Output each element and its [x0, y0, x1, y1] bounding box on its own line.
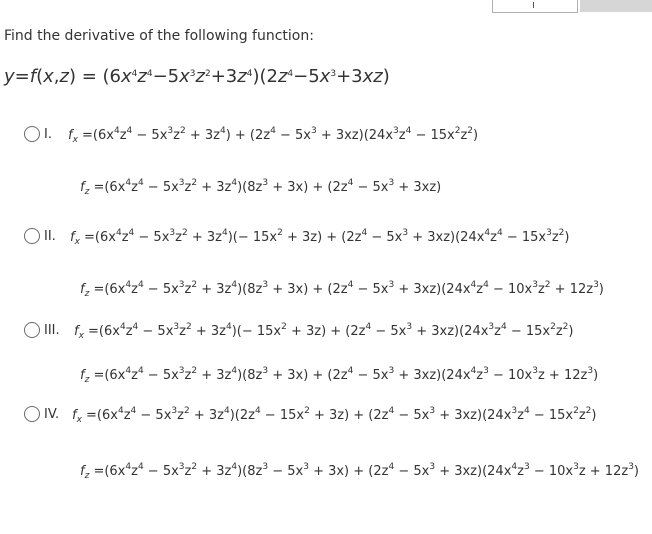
option-numeral: III.	[44, 323, 60, 338]
option-1-fx: $f_x =(6x^4z^4 - 5x^3z^2 + 3z^4) + (2z^4 - 5x^3 + 3xz)(24x^3z^4 - 15x^2z^2)$	[68, 126, 479, 145]
option-1-fz: $f_z =(6x^4z^4 - 5x^3z^2 + 3z^4)(8z^3 + 3x) + (2z^4 - 5x^3 + 3xz)$	[80, 178, 442, 197]
option-radio-4[interactable]	[24, 406, 40, 422]
tab-mark	[533, 2, 534, 8]
option-4-fx: $f_x =(6x^4z^4 - 5x^3z^2 + 3z^4)(2z^4 - 15x^2 + 3z) + (2z^4 - 5x^3 + 3xz)(24x^3z^4 - 15x^2z^2)$	[72, 406, 597, 425]
question-function: $y=f(x,z) = (6x^4z^4-5x^3z^2+3z^4)(2z^4-5x^3+3xz)$	[4, 66, 390, 87]
top-tab-left[interactable]	[492, 0, 578, 13]
question-title: Find the derivative of the following function:	[4, 28, 314, 44]
option-3-fz: $f_z =(6x^4z^4 - 5x^3z^2 + 3z^4)(8z^3 + 3x) + (2z^4 - 5x^3 + 3xz)(24x^4z^3 - 10x^3z + 12z^3)$	[80, 366, 599, 385]
option-2-fx: $f_x =(6x^4z^4 - 5x^3z^2 + 3z^4)(- 15x^2 + 3z) + (2z^4 - 5x^3 + 3xz)(24x^4z^4 - 15x^3z^2)$	[70, 228, 570, 247]
option-3-fx: $f_x =(6x^4z^4 - 5x^3z^2 + 3z^4)(- 15x^2 + 3z) + (2z^4 - 5x^3 + 3xz)(24x^3z^4 - 15x^2z^2)$	[74, 322, 574, 341]
option-radio-3[interactable]	[24, 322, 40, 338]
option-2-fz: $f_z =(6x^4z^4 - 5x^3z^2 + 3z^4)(8z^3 + 3x) + (2z^4 - 5x^3 + 3xz)(24x^4z^4 - 10x^3z^2 + 12z^3)$	[80, 280, 604, 299]
top-tab-right[interactable]	[580, 0, 652, 12]
option-numeral: I.	[44, 127, 52, 142]
option-numeral: II.	[44, 229, 56, 244]
option-radio-1[interactable]	[24, 126, 40, 142]
option-radio-2[interactable]	[24, 228, 40, 244]
top-bar	[0, 0, 652, 14]
option-numeral: IV.	[44, 407, 60, 422]
option-4-fz: $f_z =(6x^4z^4 - 5x^3z^2 + 3z^4)(8z^3 - 5x^3 + 3x) + (2z^4 - 5x^3 + 3xz)(24x^4z^3 - 10x^3z + 12z^3)$	[80, 462, 639, 481]
